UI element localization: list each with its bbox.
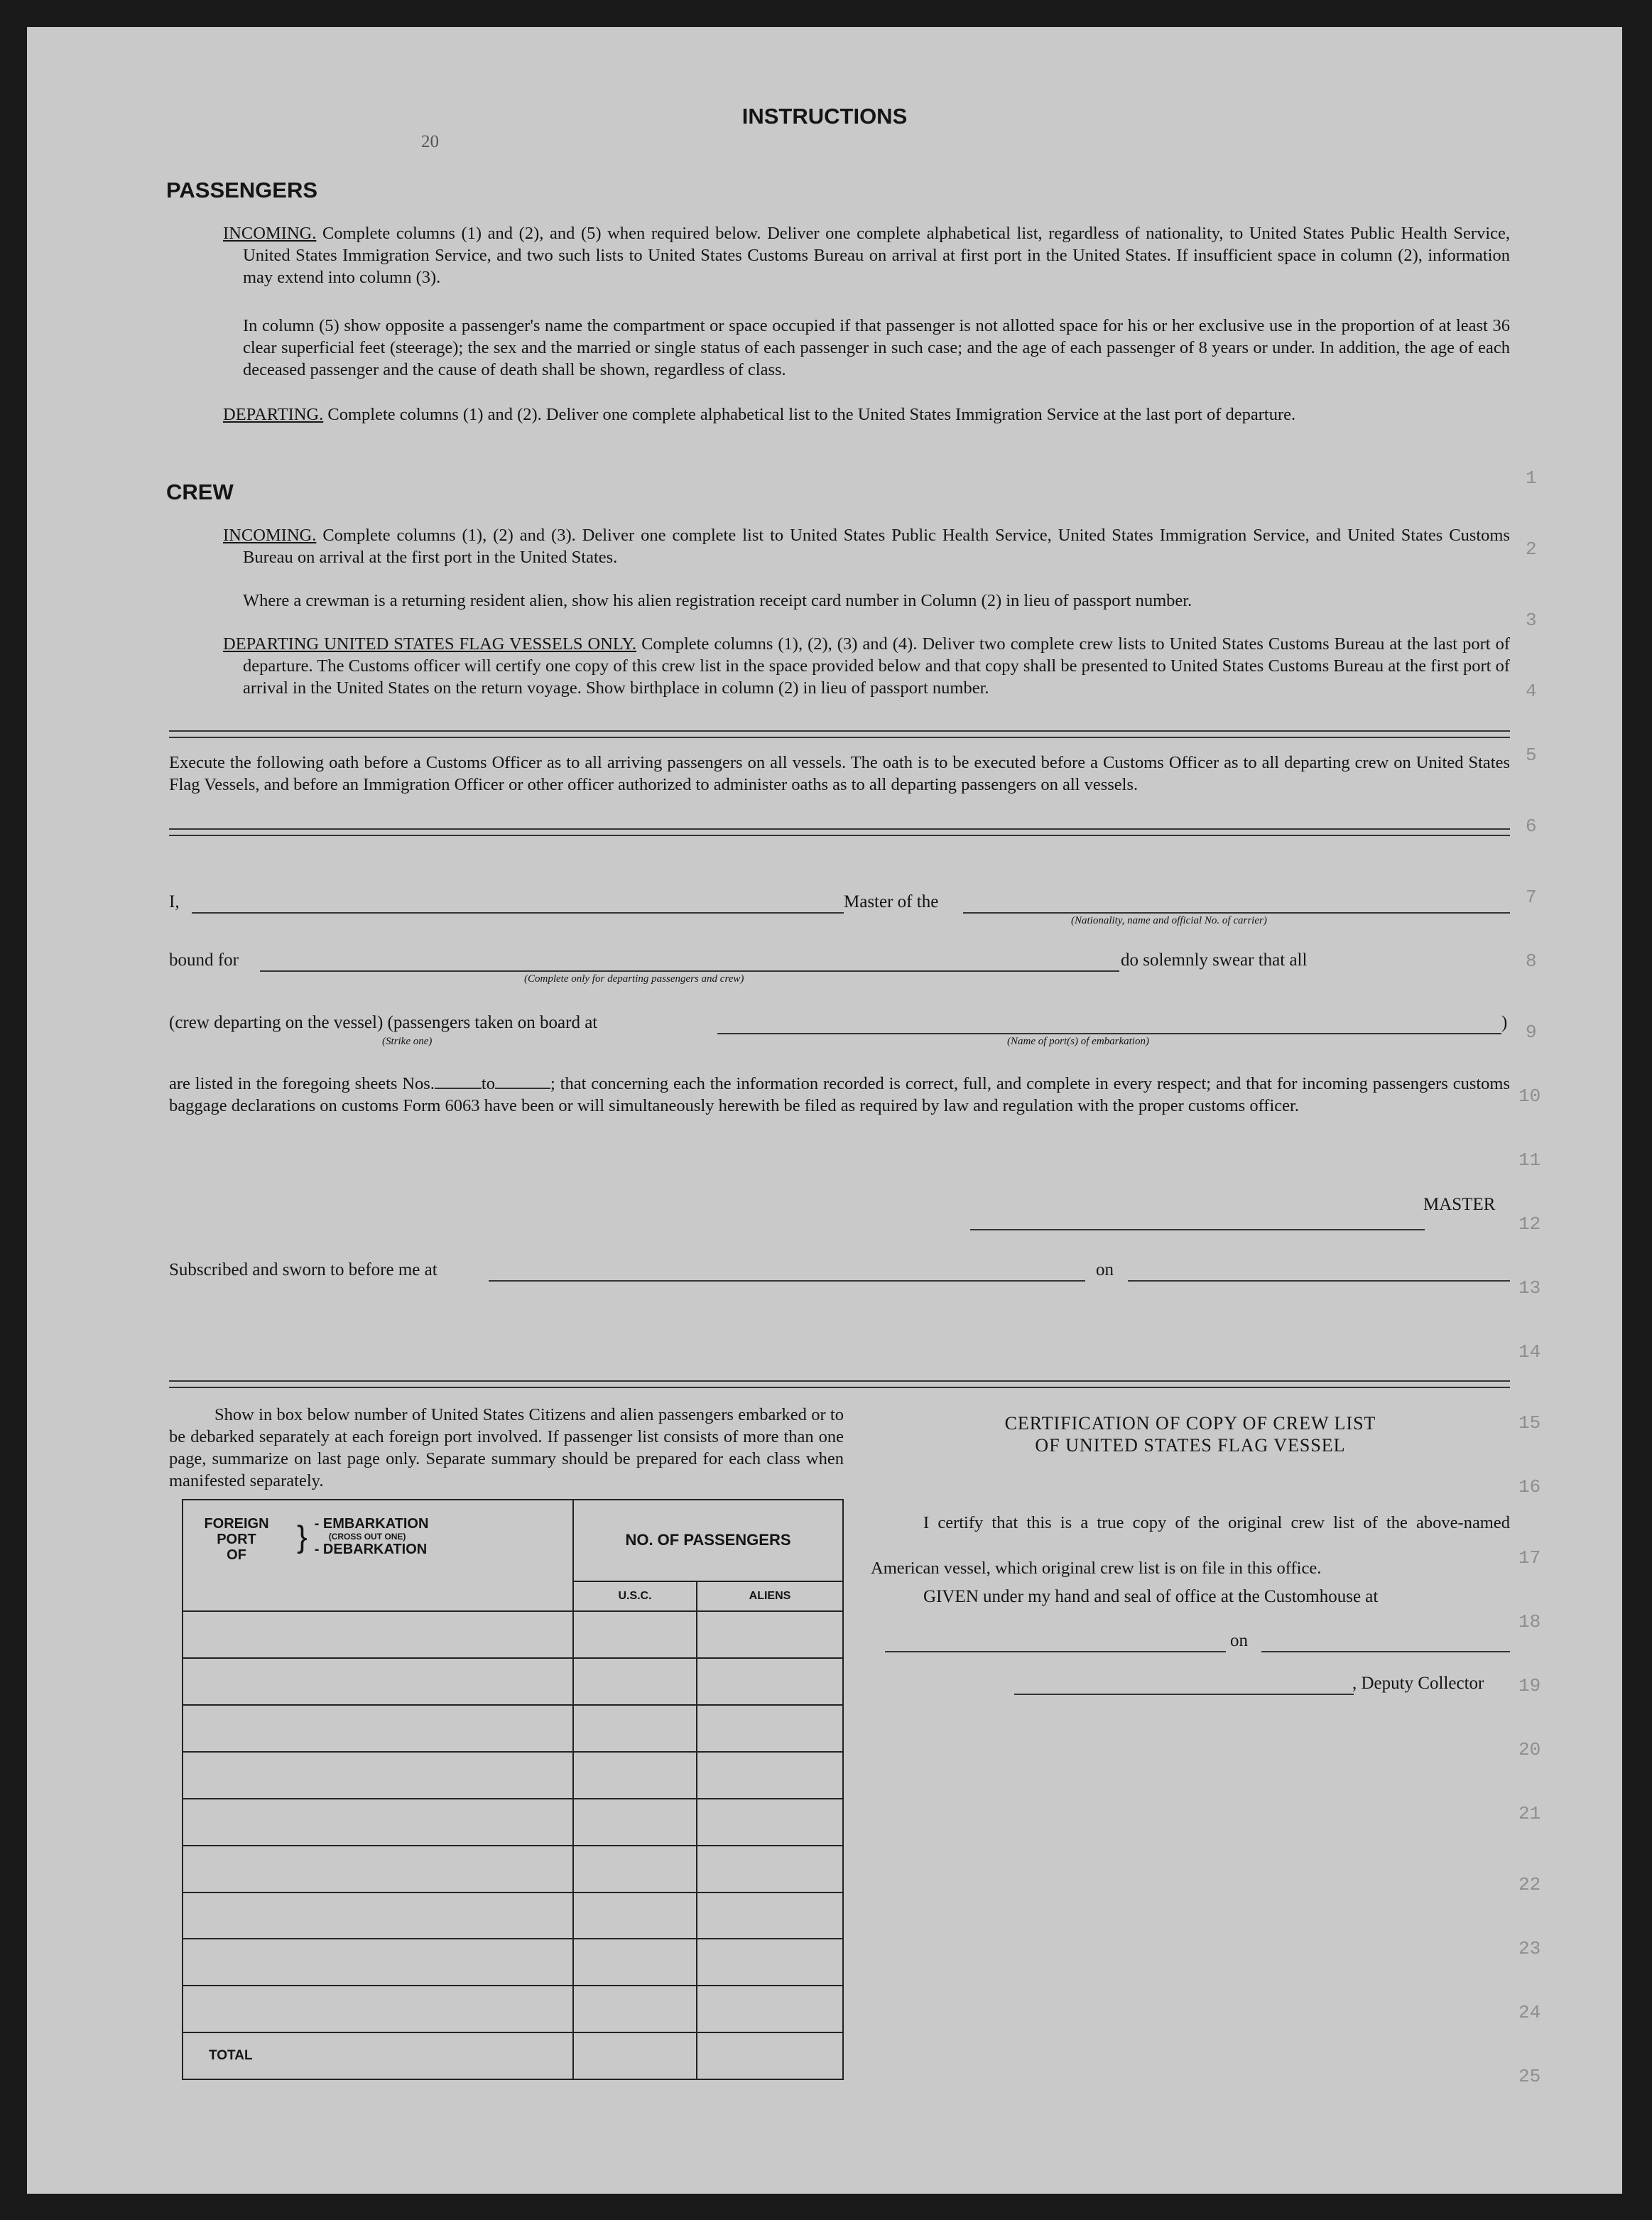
passengers-incoming-head: INCOMING. [223,224,317,243]
crew-incoming-head: INCOMING. [223,526,317,545]
embarkation-ports-field[interactable] [717,1033,1501,1034]
ports-note: (Name of port(s) of embarkation) [1007,1036,1149,1047]
port-header [183,1500,573,1611]
passengers-heading: PASSENGERS [166,178,318,202]
bound-for-field[interactable] [260,970,1119,972]
brace-icon: } [297,1520,308,1554]
passengers-departing [223,404,1510,426]
certification-text: I certify that this is a true copy of the original crew list of the above-named American vessel, which original crew list is on file in this office. [871,1513,1510,1578]
aliens-cell[interactable] [697,1799,843,1846]
crew-resident: Where a crewman is a returning resident alien, show his alien registration receipt card number in Column (2) in lieu of passport number. [243,591,1192,610]
divider [169,730,1510,738]
no-passengers-header: NO. OF PASSENGERS [573,1500,843,1581]
aliens-header: ALIENS [697,1581,843,1612]
sheet-from-field[interactable] [435,1075,482,1089]
usc-cell[interactable] [573,1846,697,1893]
usc-cell[interactable] [573,1705,697,1752]
crew-incoming-text: Complete columns (1), (2) and (3). Deliver one complete list to United States Public Health Service, United States Immigration Service, and United States Customs Bureau on arrival at the first port in the United States. [243,526,1510,567]
swear-text: do solemnly swear that all [1121,951,1308,970]
aliens-cell[interactable] [697,1846,843,1893]
given-text: GIVEN under my hand and seal of office at the Customhouse at [923,1587,1379,1606]
passengers-incoming-text: Complete columns (1) and (2), and (5) when required below. Deliver one complete alphabetical list, regardless of nationality, to United States Public Health Service, United States Immigration Service, and two such lists to United States Customs Bureau on arrival at first port in the United States. If insufficient space in column (2), information may extend into column (3). [243,224,1511,287]
certification-title-2: OF UNITED STATES FLAG VESSEL [1035,1435,1346,1456]
port-cell[interactable] [183,1939,573,1986]
total-label: TOTAL [183,2032,573,2079]
summary-text: Show in box below number of United States Citizens and alien passengers embarked or to be debarked separately at each foreign port involved. If passenger list consists of more than one page, summarize on last page only. Separate summary should be prepared for each class when manifested separately. [169,1405,844,1490]
crew-departing [223,633,1510,699]
certification-title [871,1412,1510,1456]
oath-listed [169,1073,1510,1117]
listed-to: to [481,1074,495,1093]
complete-note: (Complete only for departing passengers and crew) [524,973,744,985]
carrier-field[interactable] [963,912,1510,914]
bound-for-label: bound for [169,951,239,970]
certification-date-field[interactable] [1261,1651,1510,1652]
crew-incoming [223,524,1510,568]
aliens-cell[interactable] [697,1893,843,1939]
aliens-cell[interactable] [697,1705,843,1752]
aliens-cell[interactable] [697,1752,843,1799]
sworn-place-field[interactable] [489,1280,1085,1282]
aliens-total-cell[interactable] [697,2032,843,2079]
port-cell[interactable] [183,1658,573,1705]
debarkation-label[interactable]: - DEBARKATION [314,1542,428,1557]
passenger-summary-table [182,1499,844,2080]
aliens-cell[interactable] [697,1658,843,1705]
port-cell[interactable] [183,1986,573,2032]
port-cell[interactable] [183,1893,573,1939]
cross-out-note: (CROSS OUT ONE) [328,1532,406,1542]
of-label: OF [227,1547,246,1563]
usc-header: U.S.C. [573,1581,697,1612]
port-cell[interactable] [183,1611,573,1658]
passengers-departing-head: DEPARTING. [223,405,324,424]
usc-cell[interactable] [573,1752,697,1799]
divider [169,828,1510,836]
listed-text-2: ; that concerning each the information recorded is correct, full, and complete in every respect; and that for incoming passengers customs baggage declarations on customs Form 6063 have been or will simultaneously herewith be filed as required by law and regulation with the proper customs officer. [169,1074,1510,1115]
crew-passengers-text: (crew departing on the vessel) (passengers taken on board at [169,1013,598,1032]
usc-cell[interactable] [573,1986,697,2032]
port-label: PORT [217,1532,256,1547]
crew-departing-text: Complete columns (1), (2), (3) and (4). Deliver two complete crew lists to United States Customs Bureau at the last port of departure. The Customs officer will certify one copy of this crew list in the space provided below and that copy shall be presented to United States Customs Bureau at the first port of arrival in the United States on the return voyage. Show birthplace in column (2) in lieu of passport number. [243,634,1510,698]
master-signature-field[interactable] [970,1229,1425,1230]
passengers-column5: In column (5) show opposite a passenger's name the compartment or space occupied if that passenger is not allotted space for his or her exclusive use in the proportion of at least 36 clear superficial feet (steerage); the sex and the married or single status of each passenger in such case; and the age of each passenger of 8 years or under. In addition, the age of each deceased passenger and the cause of death shall be shown, regardless of class. [243,316,1510,379]
port-cell[interactable] [183,1799,573,1846]
divider [169,1380,1510,1388]
deputy-collector-label: , Deputy Collector [1352,1674,1484,1693]
usc-cell[interactable] [573,1939,697,1986]
oath-intro: Execute the following oath before a Customs Officer as to all arriving passengers on all vessels. The oath is to be executed before a Customs Officer as to all departing crew on United States Flag Vessels, and before an Immigration Officer or other officer authorized to administer oaths as to all departing passengers on all vessels. [169,753,1510,794]
aliens-cell[interactable] [697,1611,843,1658]
aliens-cell[interactable] [697,1939,843,1986]
master-label: MASTER [1423,1195,1496,1214]
page-title: INSTRUCTIONS [741,104,908,129]
master-name-field[interactable] [192,912,844,914]
usc-total-cell[interactable] [573,2032,697,2079]
document-page: 1 2 3 4 5 6 7 8 9 10 11 12 13 14 15 16 17 18 19 20 21 22 23 24 25 20 INSTRUCTIONS PASSENGERS INCOMING. Complete columns (1) and (2), and (5) when required below. Deliver one complete alphabetical list, regardless of nationality, to United States Public Health Service, United States Immigration Service, and two such lists to United States Customs Bureau on arrival at first port in the United States. If insufficient space in column (2), information may extend into column (3). In column (5) show opposite a passenger's name the compartment or space occupied if that passenger is not allotted space for his or her exclusive use in the proportion of at least 36 clear superficial feet (steerage); the sex and the married or single status of each passenger in such case; and the age of each passenger of 8 years or under. In addition, the age of each deceased passenger and the cause of death shall be shown, regardless of class. DEPARTING. Complete columns (1) and (2). Deliver one complete alphabetical list to the United States Immigration Service at the last port of departure. CREW INCOMING. Complete columns (1), (2) and (3). Deliver one complete list to United States Public Health Service, United States Immigration Service, and United States Customs Bureau on arrival at the first port in the United States. Where a crewman is a returning resident alien, show his alien registration receipt card number in Column (2) in lieu of passport number. DEPARTING UNITED STATES FLAG VESSELS ONLY. Complete columns (1), (2), (3) and (4). Deliver two complete crew lists to United States Customs Bureau at the last port of departure. The Customs officer will certify one copy of this crew list in the space provided below and that copy shall be presented to United States Customs Bureau at the first port of arrival in the United States on the return voyage. Show birthplace in column (2) in lieu of passport number. Execute the following oath before a Customs Officer as to all arriving passengers on all vessels. The oath is to be executed before a Customs Officer as to all departing crew on United States Flag Vessels, and before an Immigration Officer or other officer authorized to administer oaths as to all departing passengers on all vessels. I, Master of the (Nationality, name and official No. of carrier) bound for (Complete only for departing passengers and crew) do solemnly swear that all (crew departing on the vessel) (passengers taken on board at (Strike one) (Name of port(s) of embarkation) ) are listed in the foregoing sheets Nos. to ; that concerning each the information recorded is correct, full, and complete in every respect; and that for incoming passengers customs baggage declarations on customs Form 6063 have been or will simultaneously herewith be filed as required by law and regulation with the proper customs officer. MASTER Subscribed and sworn to before me at on Show in box below number of United States Citizens and alien passengers embarked or to be debarked separately at each foreign port involved. If passenger list consists of more than one page, summarize on last page only. Separate summary should be prepared for each class when manifested separately. FOREIGN PORT OF } - EMBARKATION (CROSS OUT ONE) - DEBARKATION NO. OF PASSENGERS U.S.C. ALIENS TOTAL CERTIFICATION OF COPY OF CREW LIST OF UNITED STATES FLAG VESSEL I certify that this is a true copy of the original crew list of the above-named American vessel, which original crew list is on file in this office. GIVEN under my hand and seal of office at the Customhouse at on , Deputy Collector [27,27,1622,2194]
embarkation-label[interactable]: - EMBARKATION [314,1516,429,1532]
port-cell[interactable] [183,1705,573,1752]
sworn-on-label: on [1096,1260,1114,1279]
listed-text-1: are listed in the foregoing sheets Nos. [169,1074,435,1093]
foreign-label: FOREIGN [204,1516,269,1532]
usc-cell[interactable] [573,1611,697,1658]
port-cell[interactable] [183,1846,573,1893]
passengers-incoming [223,222,1510,288]
subscribed-label: Subscribed and sworn to before me at [169,1260,438,1279]
master-of-label: Master of the [844,892,939,911]
sheet-to-field[interactable] [495,1075,550,1089]
customhouse-field[interactable] [885,1651,1226,1652]
crew-heading: CREW [166,480,234,504]
page-number: 20 [421,132,439,151]
certification-title-1: CERTIFICATION OF COPY OF CREW LIST [1004,1413,1376,1434]
close-paren: ) [1501,1013,1508,1032]
port-cell[interactable] [183,1752,573,1799]
sworn-date-field[interactable] [1128,1280,1510,1282]
usc-cell[interactable] [573,1893,697,1939]
certification-on-label: on [1230,1631,1248,1650]
aliens-cell[interactable] [697,1986,843,2032]
deputy-signature-field[interactable] [1014,1694,1354,1695]
crew-departing-head: DEPARTING UNITED STATES FLAG VESSELS ONLY. [223,634,637,654]
strike-note: (Strike one) [382,1036,433,1047]
passengers-departing-text: Complete columns (1) and (2). Deliver one complete alphabetical list to the United States Immigration Service at the last port of departure. [327,405,1296,424]
nationality-note: (Nationality, name and official No. of carrier) [1071,915,1267,926]
oath-i: I, [169,892,180,911]
usc-cell[interactable] [573,1799,697,1846]
usc-cell[interactable] [573,1658,697,1705]
